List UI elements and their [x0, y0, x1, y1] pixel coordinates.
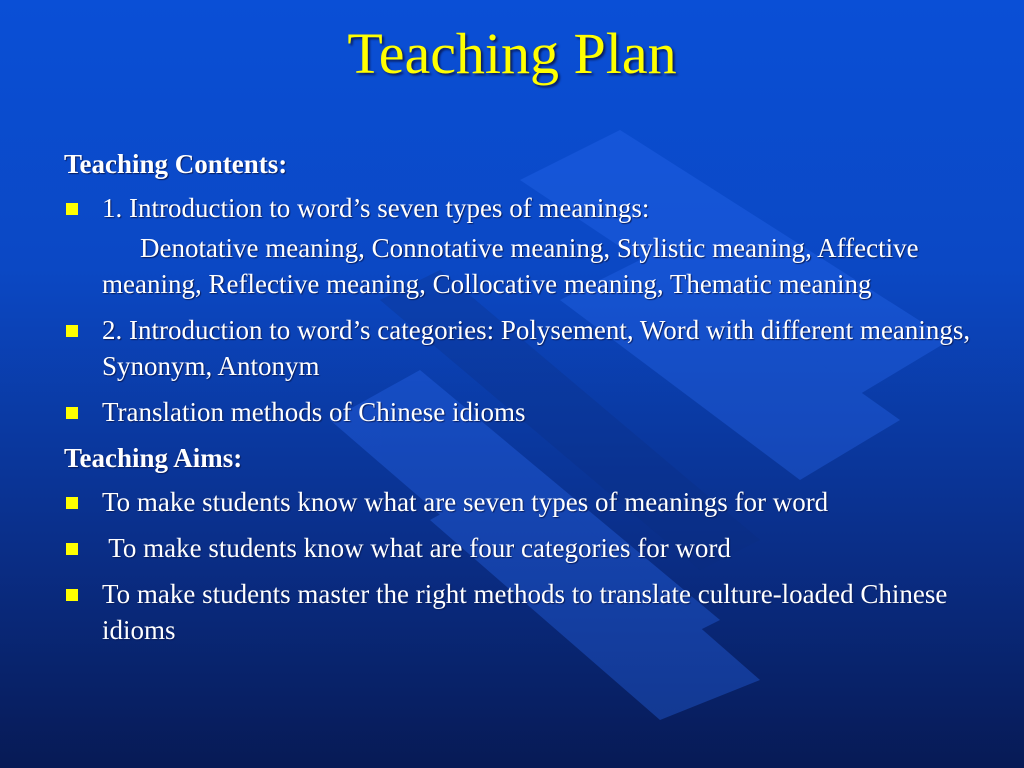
square-bullet-icon — [66, 325, 78, 337]
meaning-types-text: Denotative meaning, Connotative meaning, Stylistic meaning, Affective meaning, Reflective meaning, Collocative meaning, Thematic meaning — [102, 233, 919, 299]
meaning-types-list — [64, 230, 999, 302]
contents-item-1 — [64, 190, 999, 226]
contents-item-2-text: 2. Introduction to word’s categories: Polysement, Word with different meanings, Synonym, Antonym — [102, 315, 971, 381]
aims-item-3-text: To make students master the right methods to translate culture-loaded Chinese idioms — [102, 579, 948, 645]
aims-item-2 — [64, 530, 999, 566]
contents-item-3 — [64, 394, 999, 430]
slide-content — [64, 146, 999, 658]
contents-item-1-text: 1. Introduction to word’s seven types of meanings: — [102, 193, 650, 223]
square-bullet-icon — [66, 203, 78, 215]
contents-heading: Teaching Contents: — [64, 149, 288, 179]
aims-item-3 — [64, 576, 999, 648]
contents-item-2 — [64, 312, 999, 384]
square-bullet-icon — [66, 407, 78, 419]
square-bullet-icon — [66, 497, 78, 509]
aims-item-1 — [64, 484, 999, 520]
aims-item-1-text: To make students know what are seven types of meanings for word — [102, 487, 829, 517]
square-bullet-icon — [66, 543, 78, 555]
contents-item-3-text: Translation methods of Chinese idioms — [102, 397, 526, 427]
aims-item-2-text: To make students know what are four categories for word — [102, 533, 731, 563]
slide-title: Teaching Plan — [347, 21, 677, 86]
aims-heading: Teaching Aims: — [64, 443, 243, 473]
square-bullet-icon — [66, 589, 78, 601]
